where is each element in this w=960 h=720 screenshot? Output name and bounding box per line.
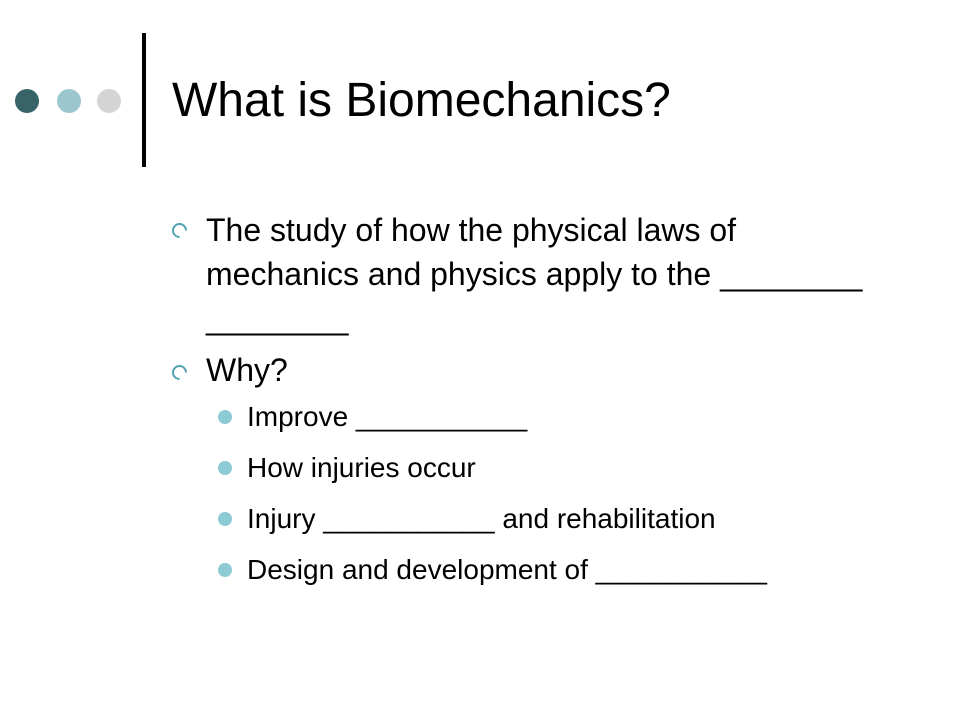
filled-circle-bullet-icon	[218, 410, 232, 424]
open-arc-bullet-icon	[172, 365, 187, 380]
filled-circle-bullet-icon	[218, 563, 232, 577]
sub-bullet-improve: Improve ___________	[247, 401, 528, 432]
bullet-text-why: Why?	[206, 352, 288, 388]
filled-circle-bullet-icon	[218, 512, 232, 526]
slide-title: What is Biomechanics?	[172, 74, 671, 127]
bullet-text-definition: The study of how the physical laws of mechanics and physics apply to the ________ ________	[206, 212, 872, 336]
filled-circle-bullet-icon	[218, 461, 232, 475]
sub-bullet-design: Design and development of ___________	[247, 554, 767, 585]
open-arc-bullet-icon	[172, 223, 187, 238]
sub-bullet-injuries: How injuries occur	[247, 452, 476, 483]
sub-bullet-prevention: Injury ___________ and rehabilitation	[247, 503, 716, 534]
